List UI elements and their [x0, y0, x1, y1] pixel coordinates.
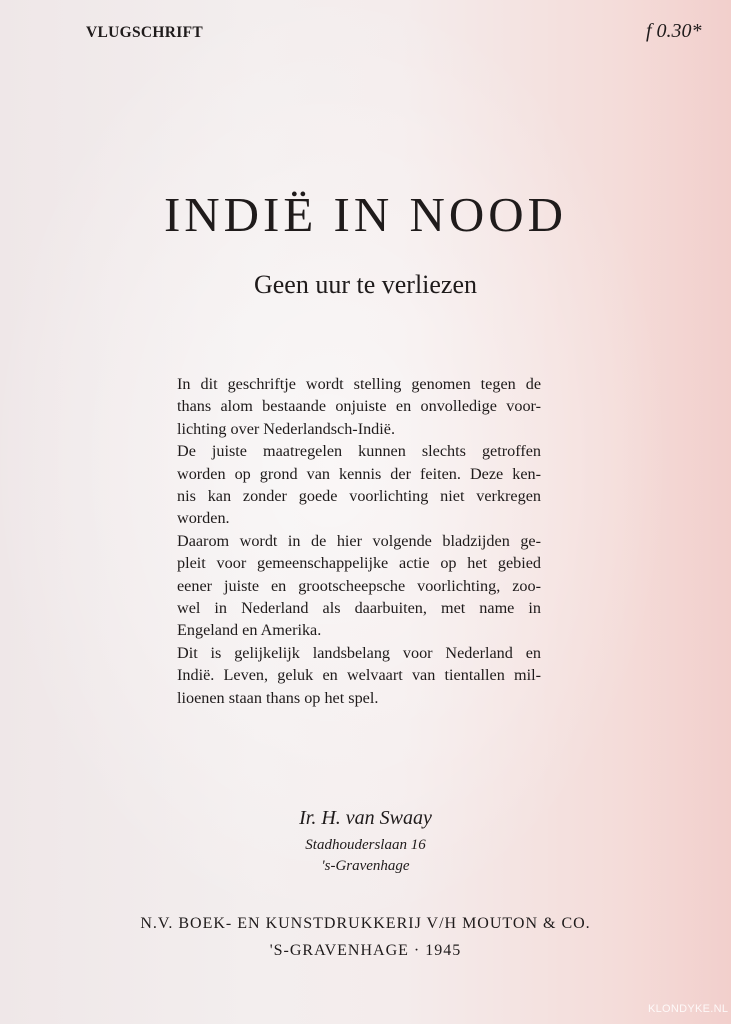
intro-line: lichting over Nederlandsch-Indië. [177, 419, 396, 438]
intro-line: worden op grond van kennis der feiten. Deze ken- [177, 464, 541, 483]
author-block [0, 806, 731, 877]
intro-line: Daarom wordt in de hier volgende bladzijden ge- [177, 531, 541, 550]
intro-paragraph [177, 373, 541, 709]
intro-line: eener juiste en grootscheepsche voorlichting, zoo- [177, 576, 541, 595]
price-label: f 0.30* [646, 20, 702, 42]
author-name: Ir. H. van Swaay [299, 807, 432, 829]
intro-line: Dit is gelijkelijk landsbelang voor Nederland en [177, 643, 541, 662]
publisher-imprint [0, 910, 731, 964]
intro-line: De juiste maatregelen kunnen slechts getroffen [177, 442, 541, 461]
author-address: Stadhouderslaan 16 [305, 837, 426, 853]
intro-line: In dit geschriftje wordt stelling genomen tegen de [177, 375, 541, 393]
intro-line: thans alom bestaande onjuiste en onvolledige voor- [177, 397, 541, 416]
intro-line: Engeland en Amerika. [177, 621, 322, 640]
intro-line: nis kan zonder goede voorlichting niet verkregen [177, 487, 541, 506]
intro-line: lioenen staan thans op het spel. [177, 688, 379, 707]
intro-line: Indië. Leven, geluk en welvaart van tientallen mil- [177, 666, 541, 685]
watermark: KLONDYKE.NL [648, 1003, 729, 1015]
series-label: VLUGSCHRIFT [86, 24, 203, 41]
author-city: 's-Gravenhage [321, 858, 410, 874]
intro-line: worden. [177, 509, 230, 528]
intro-line: wel in Nederland als daarbuiten, met name in [177, 599, 541, 618]
intro-line: pleit voor gemeenschappelijke actie op het gebied [177, 554, 541, 573]
cover-subtitle: Geen uur te verliezen [253, 270, 478, 299]
publisher-name: N.V. BOEK- EN KUNSTDRUKKERIJ V/H MOUTON & CO. [140, 915, 591, 932]
publisher-place-year: 'S-GRAVENHAGE · 1945 [269, 942, 462, 959]
cover-title: INDIË IN NOOD [163, 186, 568, 242]
